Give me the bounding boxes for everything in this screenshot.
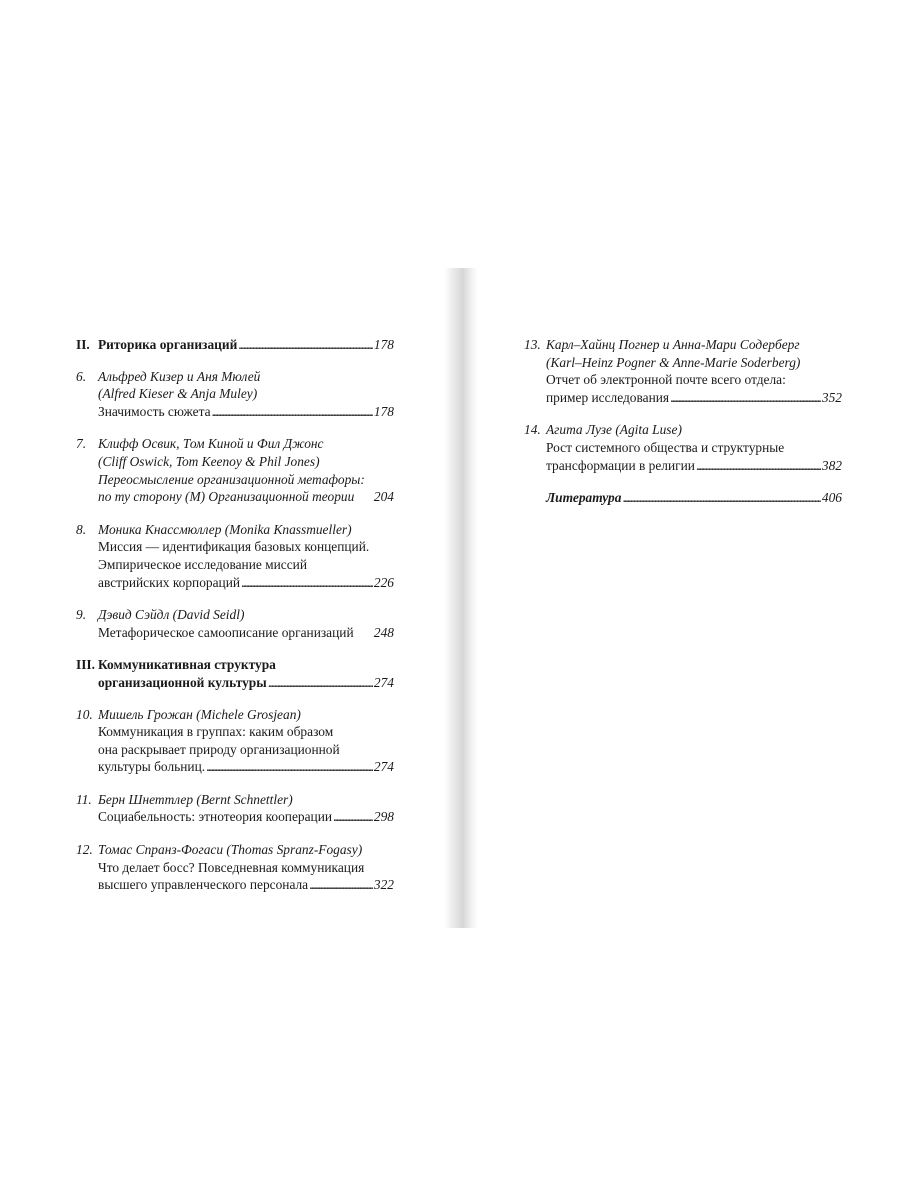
page-number: 178	[373, 403, 394, 419]
entry-number: 8.	[76, 521, 87, 537]
entry-title: Метафорическое самоописание организаций	[98, 624, 354, 640]
page-number: 298	[373, 809, 394, 825]
entry-title: Коммуникация в группах: каким образом	[98, 724, 334, 740]
entry-title: высшего управленческого персонала	[98, 877, 309, 893]
dot-leader	[308, 876, 373, 894]
entry-title: Риторика организаций	[98, 337, 238, 352]
page-number: 382	[821, 457, 842, 473]
entry-title: Отчет об электронной почте всего отдела:	[546, 372, 786, 388]
toc-chapter-entry	[76, 606, 394, 641]
toc-section-entry	[76, 336, 394, 354]
toc-leader-line	[98, 808, 394, 826]
entry-title: Эмпирическое исследование миссий	[98, 556, 308, 572]
dot-leader	[211, 403, 373, 421]
toc-chapter-entry	[76, 841, 394, 894]
page-number: 204	[373, 489, 394, 505]
toc-chapter-entry	[76, 791, 394, 826]
dot-leader	[237, 336, 373, 354]
author-line: Томас Спранз-Фогаси (Thomas Spranz-Fogasy)	[98, 842, 363, 858]
entry-title: культуры больниц.	[98, 759, 206, 775]
page-number: 248	[373, 624, 394, 640]
toc-leader-line	[98, 876, 394, 894]
toc-leader-line	[98, 336, 394, 354]
dot-leader	[621, 489, 820, 507]
entry-title: Что делает босс? Повседневная коммуникация	[98, 859, 365, 875]
toc-chapter-entry	[76, 435, 394, 505]
author-line: Берн Шнеттлер (Bernt Schnettler)	[98, 791, 293, 807]
author-line: Мишель Грожан (Michele Grosjean)	[98, 706, 301, 722]
toc-chapter-entry	[524, 336, 842, 406]
entry-title: она раскрывает природу организационной	[98, 741, 340, 757]
toc-leader-line	[546, 389, 842, 407]
page-number: 406	[821, 490, 842, 506]
entry-title: трансформации в религии	[546, 457, 695, 473]
entry-title: Литература	[546, 490, 622, 506]
author-line: Дэвид Сэйдл (David Seidl)	[98, 607, 245, 623]
entry-title: Рост системного общества и структурные	[546, 439, 785, 455]
entry-title: Социабельность: этнотеория кооперации	[98, 809, 333, 825]
toc-chapter-entry	[76, 368, 394, 421]
entry-number: II.	[76, 337, 90, 352]
entry-number: 7.	[76, 436, 87, 452]
entry-number: 6.	[76, 368, 87, 384]
toc-leader-line	[98, 403, 394, 421]
author-line: (Cliff Oswick, Tom Keenoy & Phil Jones)	[98, 453, 320, 469]
entry-number: 11.	[76, 791, 92, 807]
entry-title: Коммуникативная структура	[98, 657, 276, 673]
author-line: Моника Кнассмюллер (Monika Knassmueller)	[98, 521, 352, 537]
dot-leader	[669, 389, 821, 407]
author-line: (Karl–Heinz Pogner & Anne-Marie Soderberg)	[546, 354, 801, 370]
entry-number: 14.	[524, 422, 541, 438]
toc-chapter-entry	[76, 706, 394, 776]
entry-title: австрийских корпораций	[98, 574, 241, 590]
entry-title: Значимость сюжета	[98, 403, 211, 419]
toc-leader-line	[98, 674, 394, 692]
toc-leader-line	[98, 574, 394, 592]
page-number: 274	[373, 674, 394, 690]
dot-leader	[240, 574, 373, 592]
toc-leader-line	[98, 758, 394, 776]
toc-chapter-entry	[76, 521, 394, 591]
toc-leader-line	[546, 457, 842, 475]
entry-title: пример исследования	[546, 389, 670, 405]
entry-number: 12.	[76, 842, 93, 858]
author-line: (Alfred Kieser & Anja Muley)	[98, 386, 258, 402]
toc-leader-line	[98, 624, 394, 642]
book-gutter-shadow	[444, 268, 478, 928]
page-number: 352	[821, 389, 842, 405]
entry-number: 10.	[76, 706, 93, 722]
author-line: Клифф Освик, Том Киной и Фил Джонс	[98, 436, 324, 452]
entry-number: 9.	[76, 607, 87, 623]
toc-left-column	[76, 336, 394, 909]
entry-title: Миссия — идентификация базовых концепций.	[98, 539, 370, 555]
author-line: Альфред Кизер и Аня Мюлей	[98, 368, 261, 384]
author-line: Переосмысление организационной метафоры:	[98, 471, 365, 487]
toc-leader-line	[98, 488, 394, 506]
page-number: 322	[373, 877, 394, 893]
author-line: Карл–Хайнц Погнер и Анна-Мари Содерберг	[546, 337, 800, 352]
page-number: 274	[373, 759, 394, 775]
dot-leader	[695, 457, 821, 475]
toc-chapter-entry	[524, 489, 842, 507]
entry-number: III.	[76, 657, 95, 673]
entry-title: организационной культуры	[98, 674, 267, 690]
page-number: 226	[373, 574, 394, 590]
author-line: Агита Лузе (Agita Luse)	[546, 422, 682, 438]
page-number: 178	[373, 337, 394, 352]
dot-leader	[267, 674, 373, 692]
toc-section-entry	[76, 656, 394, 691]
toc-right-column	[524, 336, 842, 522]
toc-leader-line	[546, 489, 842, 507]
entry-title: по ту сторону (М) Организационной теории	[98, 489, 355, 505]
dot-leader	[205, 758, 373, 776]
toc-chapter-entry	[524, 421, 842, 474]
entry-number: 13.	[524, 337, 541, 352]
dot-leader	[332, 808, 373, 826]
